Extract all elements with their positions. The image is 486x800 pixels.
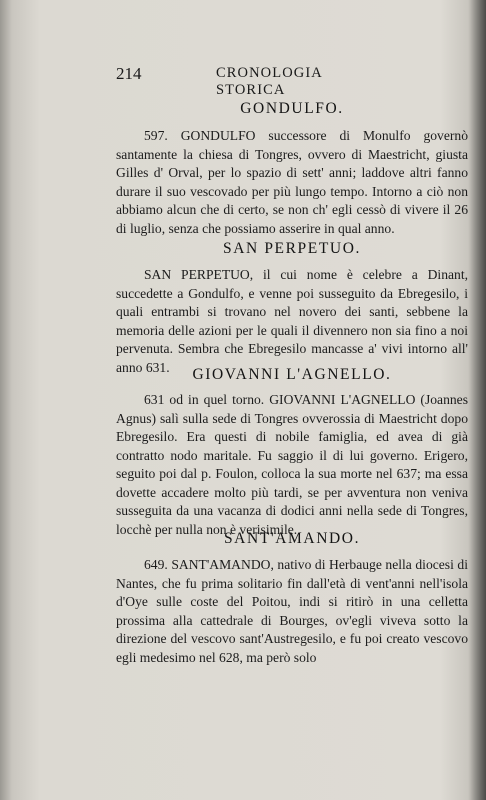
page-number: 214: [116, 64, 142, 83]
running-title: CRONOLOGIA STORICA: [216, 65, 323, 98]
section-text-san-perpetuo: [116, 266, 468, 377]
paragraph: SAN PERPETUO, il cui nome è celebre a Dinant, succedette a Gondulfo, e venne poi susseguito da Ebregesilo, i quali entrambi si trovano nel novero dei santi, sebbene la memoria delle azioni per le quali il divennero non sia fino a noi pervenuta. Sembra che Ebregesilo mancasse a' vivi intorno all' anno 631.: [116, 267, 468, 375]
section-text-gondulfo: [116, 127, 468, 238]
section-heading-giovanni-l-agnello: GIOVANNI L'AGNELLO.: [192, 366, 392, 383]
section-heading-gondulfo: GONDULFO.: [240, 100, 344, 117]
section-heading-sant-amando: SANT'AMANDO.: [223, 530, 361, 547]
page-edge-shadow: [468, 0, 486, 800]
section-text-giovanni-l-agnello: [116, 391, 468, 539]
section-heading-san-perpetuo: SAN PERPETUO.: [223, 240, 361, 257]
paragraph: 649. SANT'AMANDO, nativo di Herbauge nella diocesi di Nantes, che fu prima solitario fin dall'età di vent'anni nell'isola d'Oye sulle coste del Poitou, indi si ritirò in una celletta prossima alla cattedrale di Bourges, ov'egli viveva sotto la direzione del vescovo sant'Austregesilo, e fu poi creato vescovo egli medesimo nel 628, ma però solo: [116, 557, 468, 665]
paragraph: 631 od in quel torno. GIOVANNI L'AGNELLO (Joannes Agnus) salì sulla sede di Tongres ovverossia di Maestricht dopo Ebregesilo. Era questi di nobile famiglia, ed avea di già contratto nodo maritale. Fu saggio il di lui governo. Erigero, seguito poi dal p. Foulon, colloca la sua morte nel 637; ma essa dovette accadere molto più tardi, se per avventura non veniva susseguita da una vacanza di dodici anni nella sede di Tongres, locchè per nulla non è verisimile.: [116, 392, 468, 537]
paragraph: 597. GONDULFO successore di Monulfo governò santamente la chiesa di Tongres, ovvero di Maestricht, giusta Gilles d' Orval, per lo spazio di sett' anni; laddove altri fanno durare il suo vescovado per più lungo tempo. Intorno a ciò non abbiamo alcun che di certo, se non ch' egli cessò di vivere il 26 di luglio, senza che possiamo asserire in qual anno.: [116, 128, 468, 236]
section-text-sant-amando: [116, 556, 468, 667]
